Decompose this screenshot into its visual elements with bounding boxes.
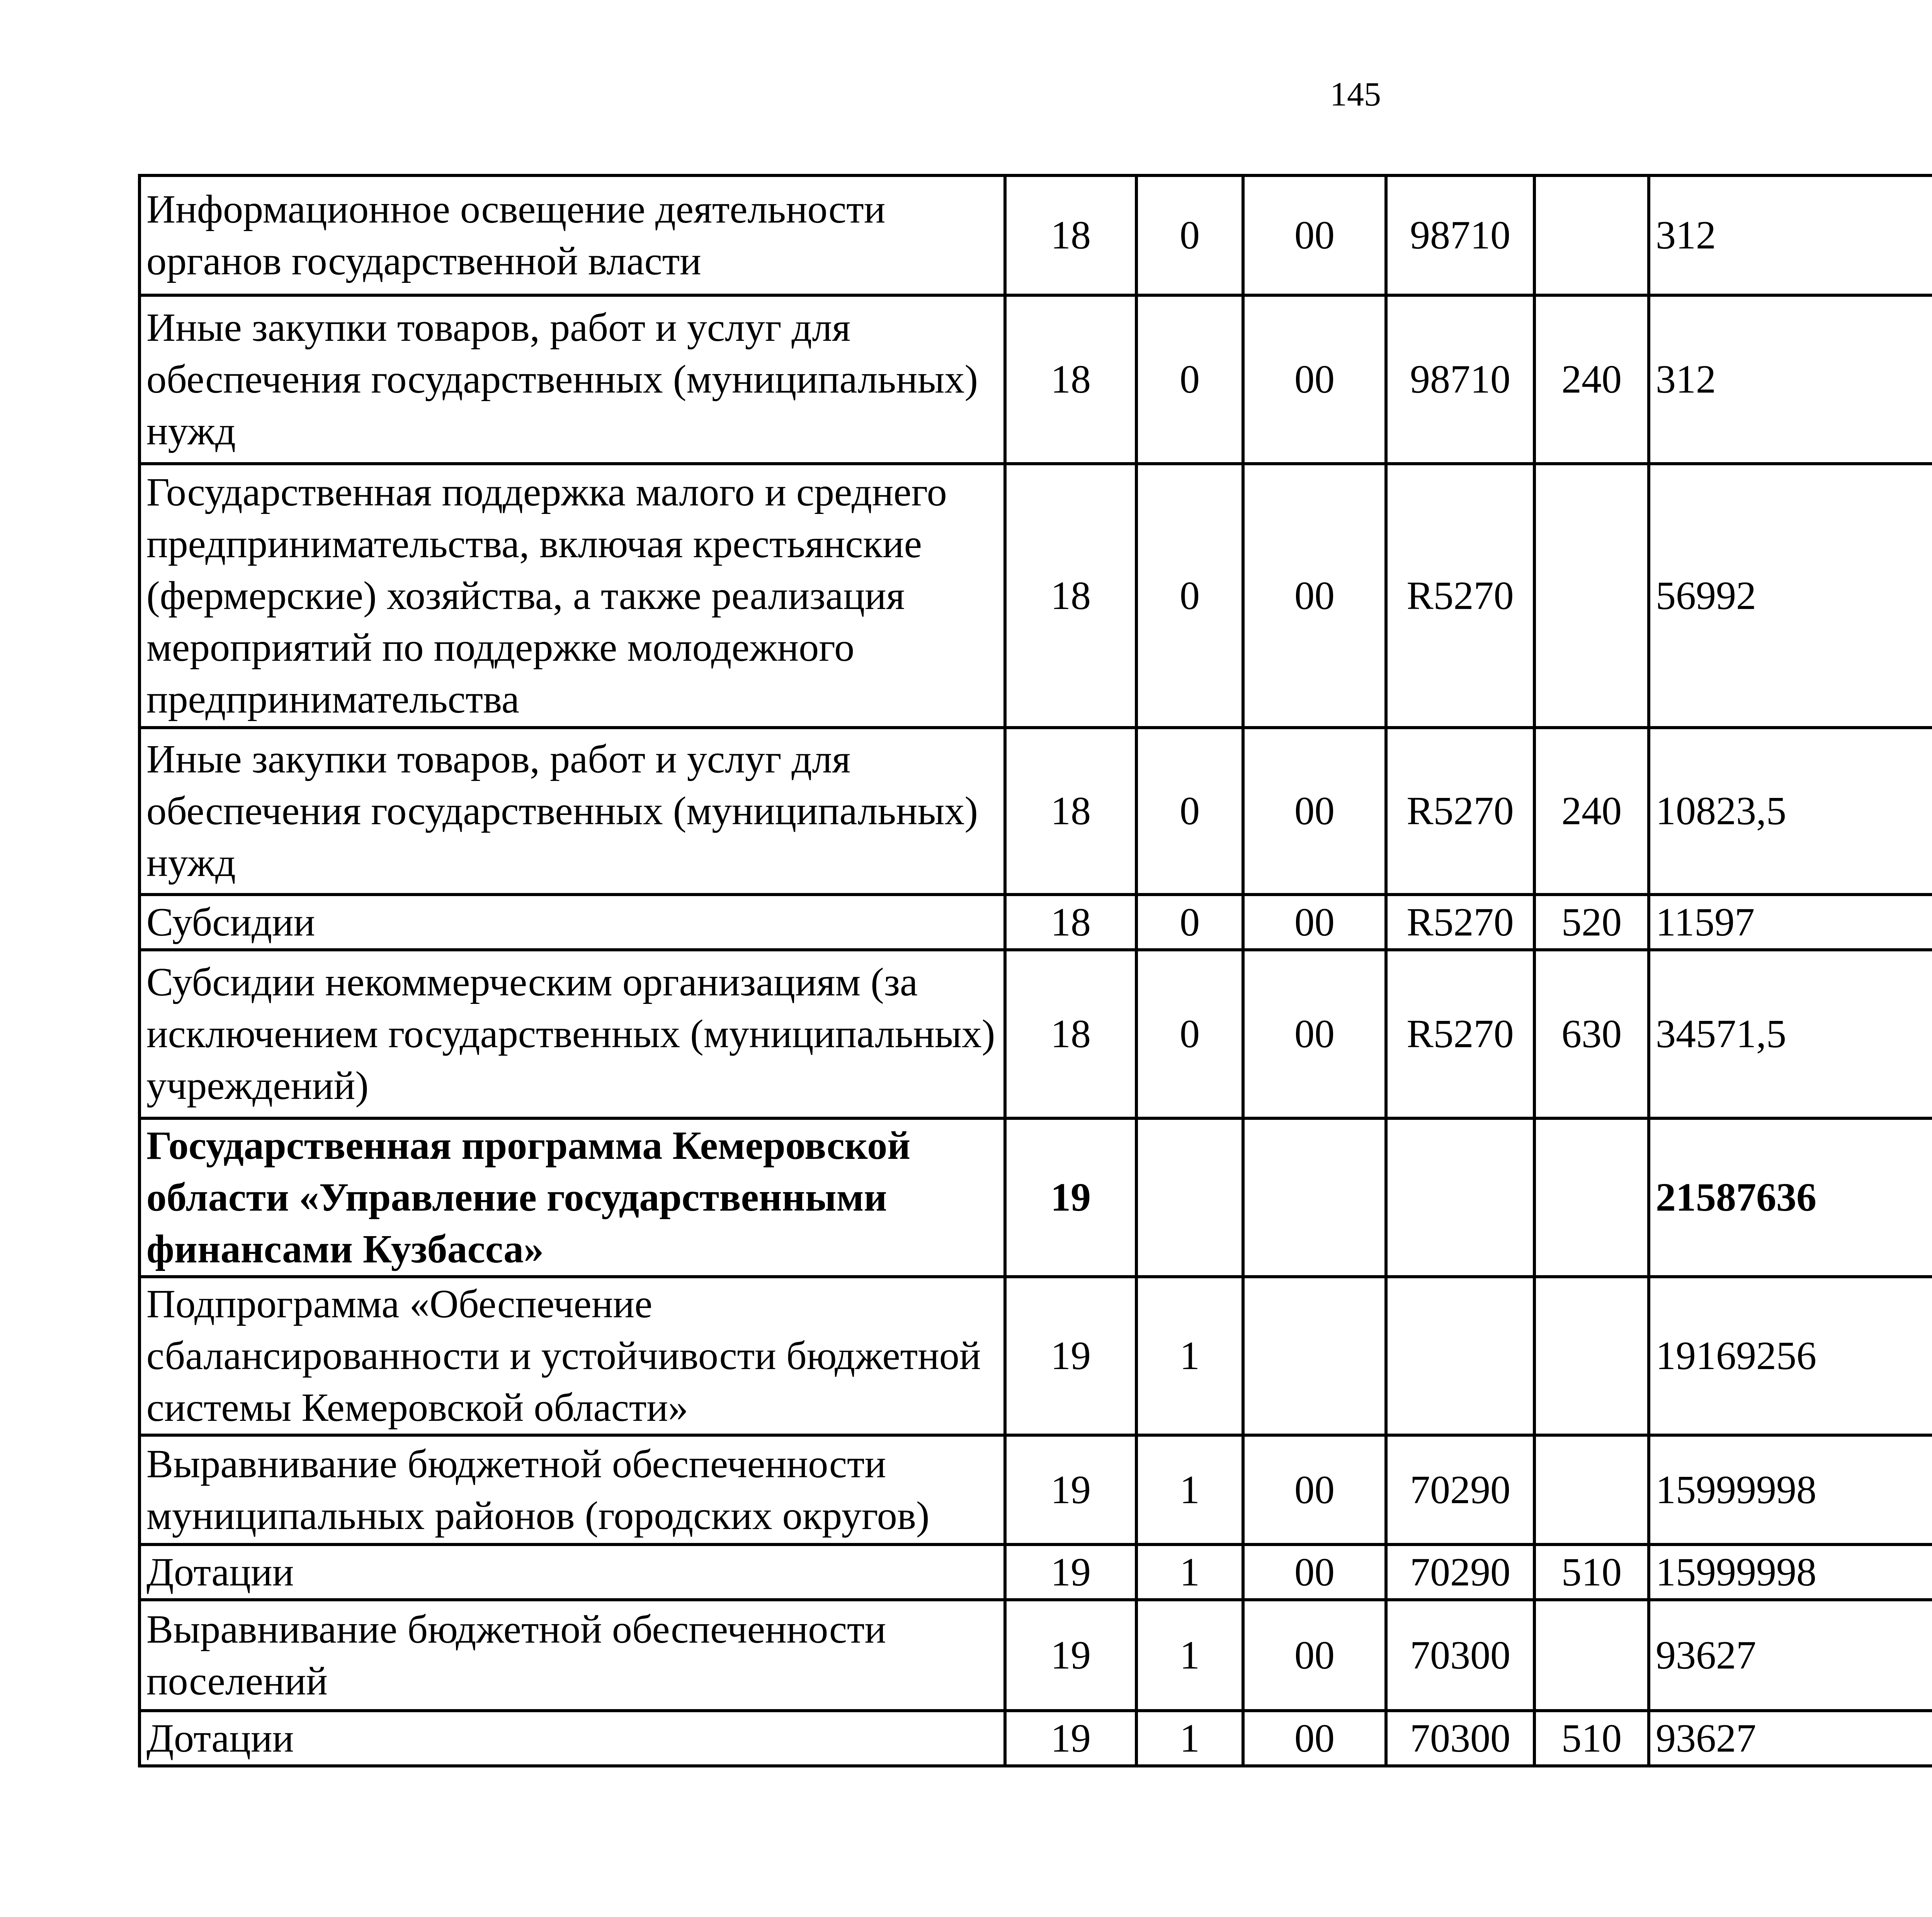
main-event-code: 00 <box>1243 464 1386 728</box>
amount-year-1: 34571,5 <box>1649 950 1932 1118</box>
program-code: 18 <box>1005 295 1136 464</box>
main-event-code <box>1243 1118 1386 1277</box>
row-name: Выравнивание бюджетной обеспеченности поселений <box>139 1600 1005 1711</box>
main-event-code: 00 <box>1243 950 1386 1118</box>
amount-year-1: 10823,5 <box>1649 728 1932 895</box>
expense-type-code <box>1534 1277 1649 1435</box>
subprogram-code <box>1136 1118 1243 1277</box>
direction-code <box>1386 1118 1534 1277</box>
program-code: 19 <box>1005 1277 1136 1435</box>
main-event-code: 00 <box>1243 175 1386 295</box>
amount-year-1: 312 <box>1649 175 1932 295</box>
row-name: Субсидии некоммерческим организациям (за исключением государственных (муниципальных) учреждений) <box>139 950 1005 1118</box>
expense-type-code: 510 <box>1534 1544 1649 1600</box>
amount-year-1: 19169256 <box>1649 1277 1932 1435</box>
program-code: 18 <box>1005 175 1136 295</box>
expense-type-code <box>1534 1435 1649 1544</box>
budget-table <box>138 174 1932 1767</box>
subprogram-code: 0 <box>1136 950 1243 1118</box>
amount-year-1: 312 <box>1649 295 1932 464</box>
amount-year-1: 15999998 <box>1649 1544 1932 1600</box>
expense-type-code <box>1534 1600 1649 1711</box>
direction-code: R5270 <box>1386 895 1534 950</box>
program-code: 19 <box>1005 1118 1136 1277</box>
direction-code: R5270 <box>1386 728 1534 895</box>
row-name: Государственная программа Кемеровской области «Управление государственными финансами Кузбасса» <box>139 1118 1005 1277</box>
program-code: 18 <box>1005 950 1136 1118</box>
main-event-code: 00 <box>1243 295 1386 464</box>
expense-type-code: 510 <box>1534 1711 1649 1766</box>
table-row <box>139 1435 1932 1544</box>
direction-code: 70290 <box>1386 1544 1534 1600</box>
row-name: Информационное освещение деятельности органов государственной власти <box>139 175 1005 295</box>
main-event-code: 00 <box>1243 1435 1386 1544</box>
program-code: 19 <box>1005 1435 1136 1544</box>
table-row <box>139 728 1932 895</box>
direction-code: R5270 <box>1386 464 1534 728</box>
expense-type-code <box>1534 1118 1649 1277</box>
main-event-code: 00 <box>1243 895 1386 950</box>
expense-type-code: 240 <box>1534 295 1649 464</box>
amount-year-1: 21587636 <box>1649 1118 1932 1277</box>
subprogram-code: 0 <box>1136 728 1243 895</box>
program-code: 19 <box>1005 1711 1136 1766</box>
direction-code: 70290 <box>1386 1435 1534 1544</box>
subprogram-code: 1 <box>1136 1600 1243 1711</box>
table-row <box>139 1118 1932 1277</box>
subprogram-code: 1 <box>1136 1435 1243 1544</box>
subprogram-code: 1 <box>1136 1711 1243 1766</box>
direction-code: 70300 <box>1386 1600 1534 1711</box>
table-row <box>139 464 1932 728</box>
row-name: Иные закупки товаров, работ и услуг для обеспечения государственных (муниципальных) нужд <box>139 728 1005 895</box>
program-code: 18 <box>1005 464 1136 728</box>
table-row <box>139 950 1932 1118</box>
table-row <box>139 1711 1932 1766</box>
direction-code: 98710 <box>1386 175 1534 295</box>
main-event-code <box>1243 1277 1386 1435</box>
amount-year-1: 93627 <box>1649 1711 1932 1766</box>
page-number: 145 <box>1330 76 1381 113</box>
row-name: Выравнивание бюджетной обеспеченности муниципальных районов (городских округов) <box>139 1435 1005 1544</box>
subprogram-code: 0 <box>1136 295 1243 464</box>
expense-type-code: 520 <box>1534 895 1649 950</box>
subprogram-code: 0 <box>1136 175 1243 295</box>
table-row <box>139 895 1932 950</box>
expense-type-code: 630 <box>1534 950 1649 1118</box>
direction-code <box>1386 1277 1534 1435</box>
subprogram-code: 0 <box>1136 895 1243 950</box>
expense-type-code <box>1534 175 1649 295</box>
program-code: 19 <box>1005 1600 1136 1711</box>
program-code: 18 <box>1005 895 1136 950</box>
program-code: 18 <box>1005 728 1136 895</box>
table-row <box>139 175 1932 295</box>
row-name: Государственная поддержка малого и среднего предпринимательства, включая крестьянские (фермерские) хозяйства, а также реализация мероприятий по поддержке молодежного предпринимательства <box>139 464 1005 728</box>
table-row <box>139 295 1932 464</box>
table-row <box>139 1544 1932 1600</box>
expense-type-code <box>1534 464 1649 728</box>
amount-year-1: 11597 <box>1649 895 1932 950</box>
row-name: Подпрограмма «Обеспечение сбалансированности и устойчивости бюджетной системы Кемеровской области» <box>139 1277 1005 1435</box>
expense-type-code: 240 <box>1534 728 1649 895</box>
row-name: Дотации <box>139 1711 1005 1766</box>
row-name: Субсидии <box>139 895 1005 950</box>
amount-year-1: 93627 <box>1649 1600 1932 1711</box>
table-row <box>139 1600 1932 1711</box>
subprogram-code: 1 <box>1136 1544 1243 1600</box>
main-event-code: 00 <box>1243 1600 1386 1711</box>
direction-code: R5270 <box>1386 950 1534 1118</box>
program-code: 19 <box>1005 1544 1136 1600</box>
direction-code: 98710 <box>1386 295 1534 464</box>
main-event-code: 00 <box>1243 1711 1386 1766</box>
row-name: Иные закупки товаров, работ и услуг для обеспечения государственных (муниципальных) нужд <box>139 295 1005 464</box>
direction-code: 70300 <box>1386 1711 1534 1766</box>
table-row <box>139 1277 1932 1435</box>
main-event-code: 00 <box>1243 1544 1386 1600</box>
main-event-code: 00 <box>1243 728 1386 895</box>
subprogram-code: 0 <box>1136 464 1243 728</box>
subprogram-code: 1 <box>1136 1277 1243 1435</box>
row-name: Дотации <box>139 1544 1005 1600</box>
amount-year-1: 56992 <box>1649 464 1932 728</box>
amount-year-1: 15999998 <box>1649 1435 1932 1544</box>
